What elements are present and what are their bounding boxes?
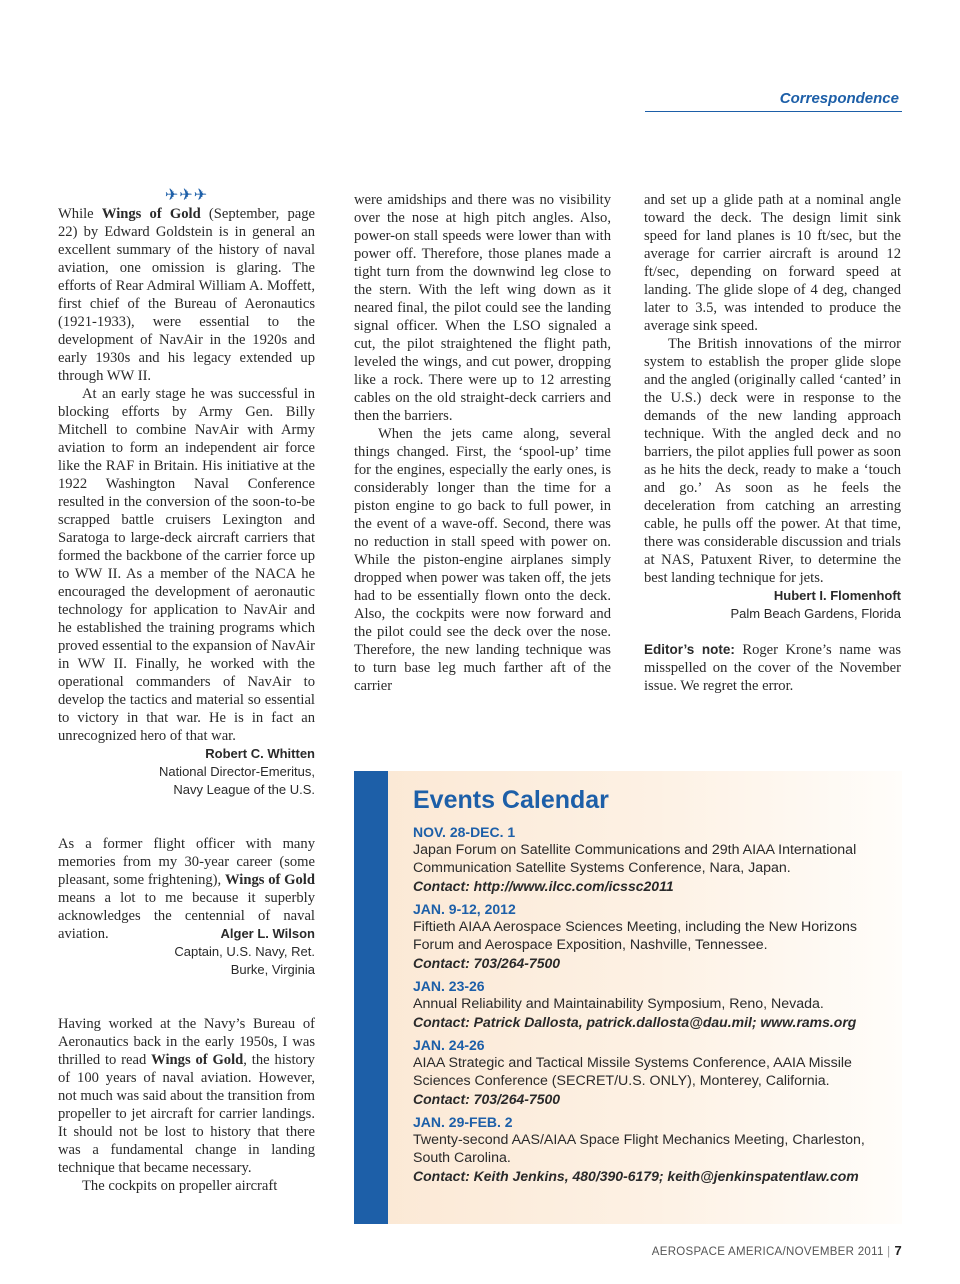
signature-line: Palm Beach Gardens, Florida	[730, 606, 901, 621]
text-run: While	[58, 206, 102, 222]
events-side-bar	[354, 771, 388, 1224]
event-item	[413, 823, 892, 895]
page-footer: AEROSPACE AMERICA/NOVEMBER 2011 | 7	[651, 1243, 902, 1258]
text-run: (September, page 22) by Edward Goldstein is in general an excellent summary of the history of naval aviation, one omission is glaring. The efforts of Rear Admiral William A. Moffett, first chief of the Bureau of Aeronautics (1921-1933), were essential to the development of NavAir in the 1920s and early 1930s and his legacy extended up through WW II.	[58, 206, 315, 384]
signature-name: Alger L. Wilson	[220, 926, 315, 941]
event-description: AIAA Strategic and Tactical Missile Systems Conference, AAIA Missile Sciences Conference (SECRET/U.S. ONLY), Monterey, California.	[413, 1055, 852, 1089]
wings-of-gold-title: Wings of Gold	[101, 206, 201, 222]
letter2-signature	[58, 943, 315, 979]
letter3-paragraph-4: When the jets came along, several things changed. First, the ‘spool-up’ time for the engines, especially the early ones, is considerably longer than the time for a piston engine to go back to full power, in the event of a wave-off. Second, there was no reduction in stall speed with power on. While the piston-engine airplanes simply dropped when power was taken off, the jets had to be essentially flown onto the deck. Also, the cockpits were now forward and the pilot could see the deck over the nose. Therefore, the new landing technique was to turn base leg much farther aft of the carrier	[354, 426, 611, 694]
signature-line: National Director-Emeritus,	[158, 764, 315, 779]
text-run: As a former flight officer with many memories from my 30-year career (some pleasant, some frightening),	[58, 836, 315, 888]
letter1-paragraph-2: At an early stage he was successful in blocking efforts by Army Gen. Billy Mitchell to combine NavAir with Army aviation to form an independent air force like the RAF in Britain. His initiative at the 1922 Washington Naval Conference resulted in the conversion of the soon-to-be scrapped battle cruisers Lexington and Saratoga to large-deck aircraft carriers that formed the backbone of the carrier force up to WW II. As a member of the NACA he encouraged the development of aeronautic technology for application to NavAir and he established the training programs which proved essential to the expansion of NavAir in WW II. Finally, he worked with the operational commanders of NavAir to develop the tactics and material so essential to victory in that war. He is in fact an unrecognized hero of that war.	[58, 386, 315, 744]
letter3-paragraph-2: The cockpits on propeller aircraft	[82, 1178, 278, 1194]
event-contact: Contact: 703/264-7500	[413, 955, 561, 971]
signature-line: Navy League of the U.S.	[173, 782, 315, 797]
signature-name: Hubert I. Flomenhoft	[773, 588, 901, 603]
event-description: Japan Forum on Satellite Communications and 29th AIAA International Communication Satellite Systems Conference, Nara, Japan.	[413, 842, 857, 876]
letter3-paragraph-5: and set up a glide path at a nominal angle toward the deck. The design limit sink speed for land planes is 10 ft/sec, but the average for carrier aircraft is around 12 ft/sec, depending on forward speed at landing. The glide slope of 4 deg, changed later to 3.5, was intended to produce the average sink speed.	[644, 192, 901, 334]
event-date: NOV. 28-DEC. 1	[413, 824, 516, 840]
column-3	[644, 191, 901, 695]
letter1-signature	[58, 745, 315, 799]
signature-line: Burke, Virginia	[230, 962, 315, 977]
event-item	[413, 1113, 892, 1185]
letter3-signature	[644, 605, 901, 623]
editor-note-text: Roger Krone’s name was misspelled on the cover of the November issue. We regret the error.	[644, 642, 902, 694]
event-contact: Contact: http://www.ilcc.com/icssc2011	[413, 878, 674, 894]
signature-name: Robert C. Whitten	[205, 746, 315, 761]
event-date: JAN. 9-12, 2012	[413, 901, 516, 917]
text-run: The British innovations of the mirror system to establish the proper glide slope and the angled (originally called ‘canted’ in the U.S.) deck were in response to the demands of the new landing approach technique. With the angled deck and no barriers, the pilot applies full power as soon as he hits the deck, ready to make a ‘touch and go.’ As soon as he feels the deceleration from catching an arresting cable, he pulls off the power. At that time, there was considerable discussion and trials at NAS, Patuxent River, to determine the best landing technique for jets.	[644, 336, 901, 586]
signature-line: Captain, U.S. Navy, Ret.	[174, 944, 315, 959]
section-rule	[645, 111, 902, 112]
event-contact: Contact: 703/264-7500	[413, 1091, 561, 1107]
events-title: Events Calendar	[413, 786, 609, 814]
event-description: Twenty-second AAS/AIAA Space Flight Mechanics Meeting, Charleston, South Carolina.	[413, 1132, 865, 1166]
event-date: JAN. 29-FEB. 2	[413, 1114, 513, 1130]
text-run: , the history of 100 years of naval aviation. However, not much was said about the transition from propeller to jet aircraft for carrier landings. It should not be lost to history that there was a fundamental change in landing technique that became necessary.	[58, 1052, 315, 1176]
letter1-paragraph-1	[58, 205, 315, 385]
text-run: Having worked at the Navy’s Bureau of Aeronautics back in the early 1950s, I was thrilled to read	[58, 1016, 315, 1068]
events-calendar-box	[354, 771, 902, 1224]
airplane-ornament-icon: ✈✈✈	[164, 187, 209, 204]
publication-name: AEROSPACE AMERICA/NOVEMBER 2011	[651, 1246, 884, 1258]
event-date: JAN. 24-26	[413, 1037, 485, 1053]
wings-of-gold-title: Wings of Gold	[224, 872, 315, 888]
event-description: Fiftieth AIAA Aerospace Sciences Meeting, including the New Horizons Forum and Aerospace Exposition, Nashville, Tennessee.	[413, 919, 857, 953]
editor-note-label: Editor’s note:	[644, 642, 735, 657]
editor-note	[644, 641, 901, 695]
event-contact: Contact: Keith Jenkins, 480/390-6179; keith@jenkinspatentlaw.com	[413, 1168, 859, 1184]
letter3-paragraph-1	[58, 1015, 315, 1177]
letter3-paragraph-3: were amidships and there was no visibility over the nose at high pitch angles. Also, power-on stall speeds were lower than with power off. Therefore, those planes made a tight turn from the downwind leg close to the stern. With the left wing down as it neared final, the pilot could see the landing signal officer. When the LSO signaled a cut, the pilot straightened the flight path, leveled the wings, and cut power, dropping like a rock. There were up to 12 arresting cables on the old straight-deck carriers and then the barriers.	[354, 192, 611, 424]
events-content	[413, 785, 892, 1190]
text-run: means a lot to me because it superbly acknowledges the centennial of naval aviation.	[58, 890, 315, 942]
column-1	[58, 187, 315, 1195]
column-2	[354, 191, 611, 695]
event-contact: Contact: Patrick Dallosta, patrick.dallosta@dau.mil; www.rams.org	[413, 1014, 857, 1030]
letter3-paragraph-6	[644, 335, 901, 603]
event-description: Annual Reliability and Maintainability Symposium, Reno, Nevada.	[413, 996, 824, 1012]
page-number: 7	[894, 1243, 902, 1258]
event-date: JAN. 23-26	[413, 978, 485, 994]
wings-of-gold-title: Wings of Gold	[151, 1052, 244, 1068]
event-item	[413, 900, 892, 972]
event-item	[413, 1036, 892, 1108]
letter2-paragraph	[58, 835, 315, 943]
event-item	[413, 977, 892, 1031]
section-label: Correspondence	[779, 90, 899, 107]
